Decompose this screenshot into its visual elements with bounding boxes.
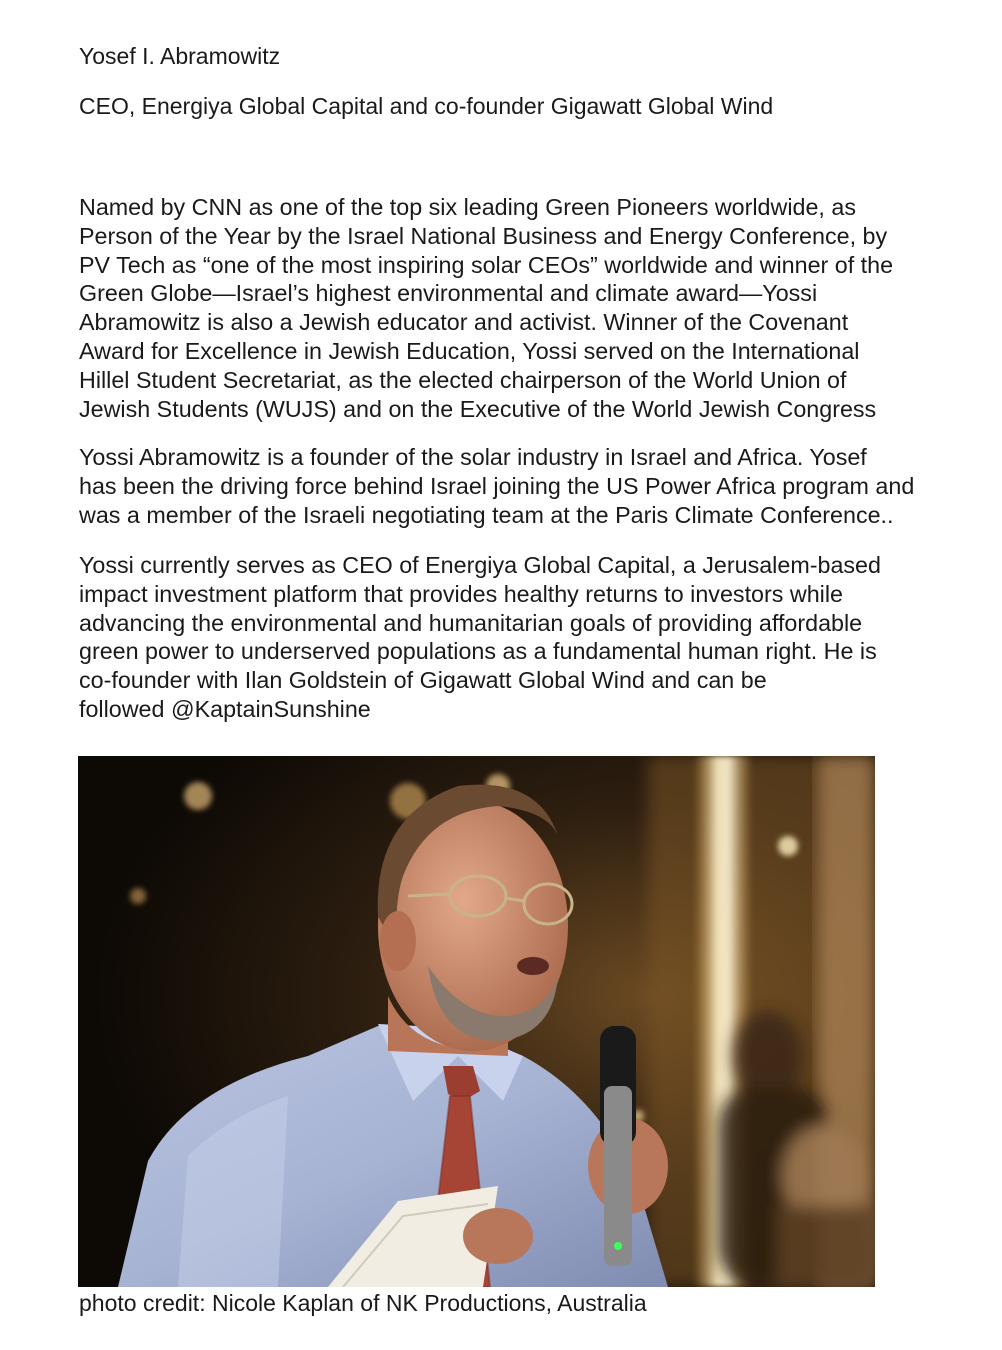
- text-line: PV Tech as “one of the most inspiring solar CEOs” worldwide and winner of the: [79, 251, 894, 278]
- text-line: Abramowitz is also a Jewish educator and activist. Winner of the Covenant: [79, 309, 849, 336]
- photo-caption: photo credit: Nicole Kaplan of NK Productions, Australia: [79, 1290, 647, 1316]
- text-line: Person of the Year by the Israel National Business and Energy Conference, by: [79, 222, 888, 249]
- speaker-photo: [78, 756, 875, 1287]
- text-line: advancing the environmental and humanitarian goals of providing affordable: [79, 609, 863, 636]
- text-line: Jewish Students (WUJS) and on the Executive of the World Jewish Congress: [79, 395, 877, 422]
- text-line: Yossi currently serves as CEO of Energiya Global Capital, a Jerusalem-based: [79, 552, 881, 578]
- text-line: impact investment platform that provides healthy returns to investors while: [79, 580, 843, 607]
- text-line: has been the driving force behind Israel joining the US Power Africa program and: [79, 472, 915, 499]
- text-line: Named by CNN as one of the top six leading Green Pioneers worldwide, as: [79, 194, 856, 220]
- text-line: Hillel Student Secretariat, as the elected chairperson of the World Union of: [79, 366, 847, 393]
- author-title: CEO, Energiya Global Capital and co-founder Gigawatt Global Wind: [79, 93, 774, 119]
- author-name: Yosef I. Abramowitz: [79, 43, 281, 69]
- bio-paragraph-1: [79, 193, 984, 423]
- text-line: Yossi Abramowitz is a founder of the solar industry in Israel and Africa. Yosef: [79, 444, 867, 470]
- text-line: Award for Excellence in Jewish Education, Yossi served on the International: [79, 337, 860, 364]
- text-line: was a member of the Israeli negotiating team at the Paris Climate Conference..: [79, 501, 894, 528]
- text-line: co-founder with Ilan Goldstein of Gigawatt Global Wind and can be: [79, 667, 767, 694]
- bio-paragraph-3: [79, 551, 984, 724]
- text-line: followed @KaptainSunshine: [79, 695, 371, 722]
- bio-paragraph-2: [79, 443, 984, 529]
- text-line: green power to underserved populations as a fundamental human right. He is: [79, 638, 877, 665]
- text-line: Green Globe—Israel’s highest environmental and climate award—Yossi: [79, 280, 818, 307]
